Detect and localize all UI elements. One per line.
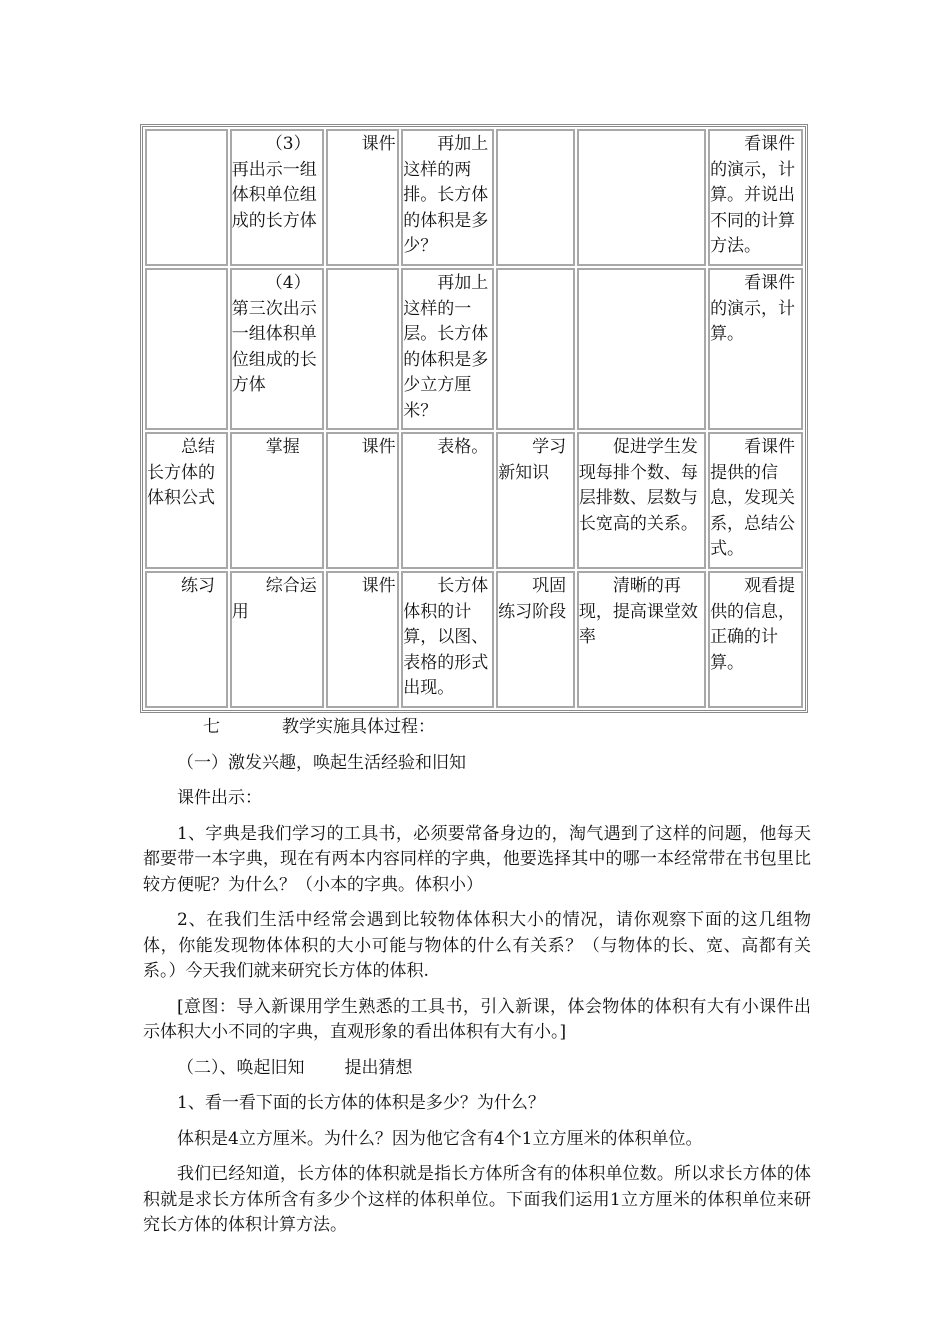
subsection-title-a: （二）、唤起旧知 xyxy=(177,1057,305,1078)
table-cell: 巩固练习阶段 xyxy=(496,571,575,708)
heading-text: 教学实施具体过程： xyxy=(282,717,435,737)
table-cell: 看课件的演示，计算。 xyxy=(708,268,803,430)
paragraph: 1、字典是我们学习的工具书，必须要常备身边的，淘气遇到了这样的问题，他每天都要带一本字典，现在有两本内容同样的字典，他要选择其中的哪一本经常带在书包里比较方便呢？为什么？（小本的字典。体积小） xyxy=(143,823,811,895)
table-cell: 掌握 xyxy=(230,432,324,569)
table-cell: 总结长方体的体积公式 xyxy=(145,432,228,569)
table-cell xyxy=(577,268,706,430)
paragraph: [意图：导入新课用学生熟悉的工具书，引入新课，体会物体的体积有大有小课件出示体积大小不同的字典，直观形象的看出体积有大有小。] xyxy=(143,996,811,1042)
table-row xyxy=(145,571,803,708)
table-cell: （3）再出示一组体积单位组成的长方体 xyxy=(230,129,324,266)
table-cell: 课件 xyxy=(326,432,400,569)
table-cell xyxy=(145,268,228,430)
subsection-title-b: 提出猜想 xyxy=(344,1057,413,1078)
table-cell: 观看提供的信息，正确的计算。 xyxy=(708,571,803,708)
table-row xyxy=(145,129,803,266)
subsection-title: （一）激发兴趣，唤起生活经验和旧知 xyxy=(177,752,466,773)
table-cell xyxy=(326,268,400,430)
table-cell: （4）第三次出示一组体积单位组成的长方体 xyxy=(230,268,324,430)
table-cell: 表格。 xyxy=(401,432,494,569)
table-cell: 促进学生发现每排个数、每层排数、层数与长宽高的关系。 xyxy=(577,432,706,569)
paragraph: 课件出示： xyxy=(177,788,262,808)
paragraph: 我们已经知道，长方体的体积就是指长方体所含有的体积单位数。所以求长方体的体积就是求长方体所含有多少个这样的体积单位。下面我们运用1立方厘米的体积单位来研究长方体的体积计算方法。 xyxy=(143,1164,811,1235)
paragraph: 1、看一看下面的长方体的体积是多少？为什么？ xyxy=(177,1093,545,1113)
table-cell: 看课件的演示，计算。并说出不同的计算方法。 xyxy=(708,129,803,266)
table-cell: 再加上这样的一层。长方体的体积是多少立方厘米？ xyxy=(401,268,494,430)
document-body xyxy=(143,715,811,1239)
table-cell: 课件 xyxy=(326,129,400,266)
heading-number: 七 xyxy=(203,717,220,737)
table-cell xyxy=(496,268,575,430)
table-cell: 看课件提供的信息，发现关系，总结公式。 xyxy=(708,432,803,569)
table-cell xyxy=(496,129,575,266)
table-cell xyxy=(577,129,706,266)
section-heading xyxy=(143,715,811,741)
table-cell: 学习新知识 xyxy=(496,432,575,569)
table-cell: 长方体体积的计算，以图、表格的形式出现。 xyxy=(401,571,494,708)
table-cell: 综合运用 xyxy=(230,571,324,708)
table-cell: 练习 xyxy=(145,571,228,708)
paragraph: 体积是4立方厘米。为什么？因为他它含有4个1立方厘米的体积单位。 xyxy=(177,1128,703,1149)
lesson-plan-table xyxy=(140,124,808,713)
table-row xyxy=(145,268,803,430)
table-cell xyxy=(145,129,228,266)
table-cell: 清晰的再现，提高课堂效率 xyxy=(577,571,706,708)
table-cell: 再加上这样的两排。长方体的体积是多少？ xyxy=(401,129,494,266)
paragraph: 2、在我们生活中经常会遇到比较物体体积大小的情况，请你观察下面的这几组物体，你能发现物体体积的大小可能与物体的什么有关系？（与物体的长、宽、高都有关系。）今天我们就来研究长方体的体积. xyxy=(143,910,811,981)
subsection-title xyxy=(143,1056,811,1082)
table-cell: 课件 xyxy=(326,571,400,708)
table-row xyxy=(145,432,803,569)
